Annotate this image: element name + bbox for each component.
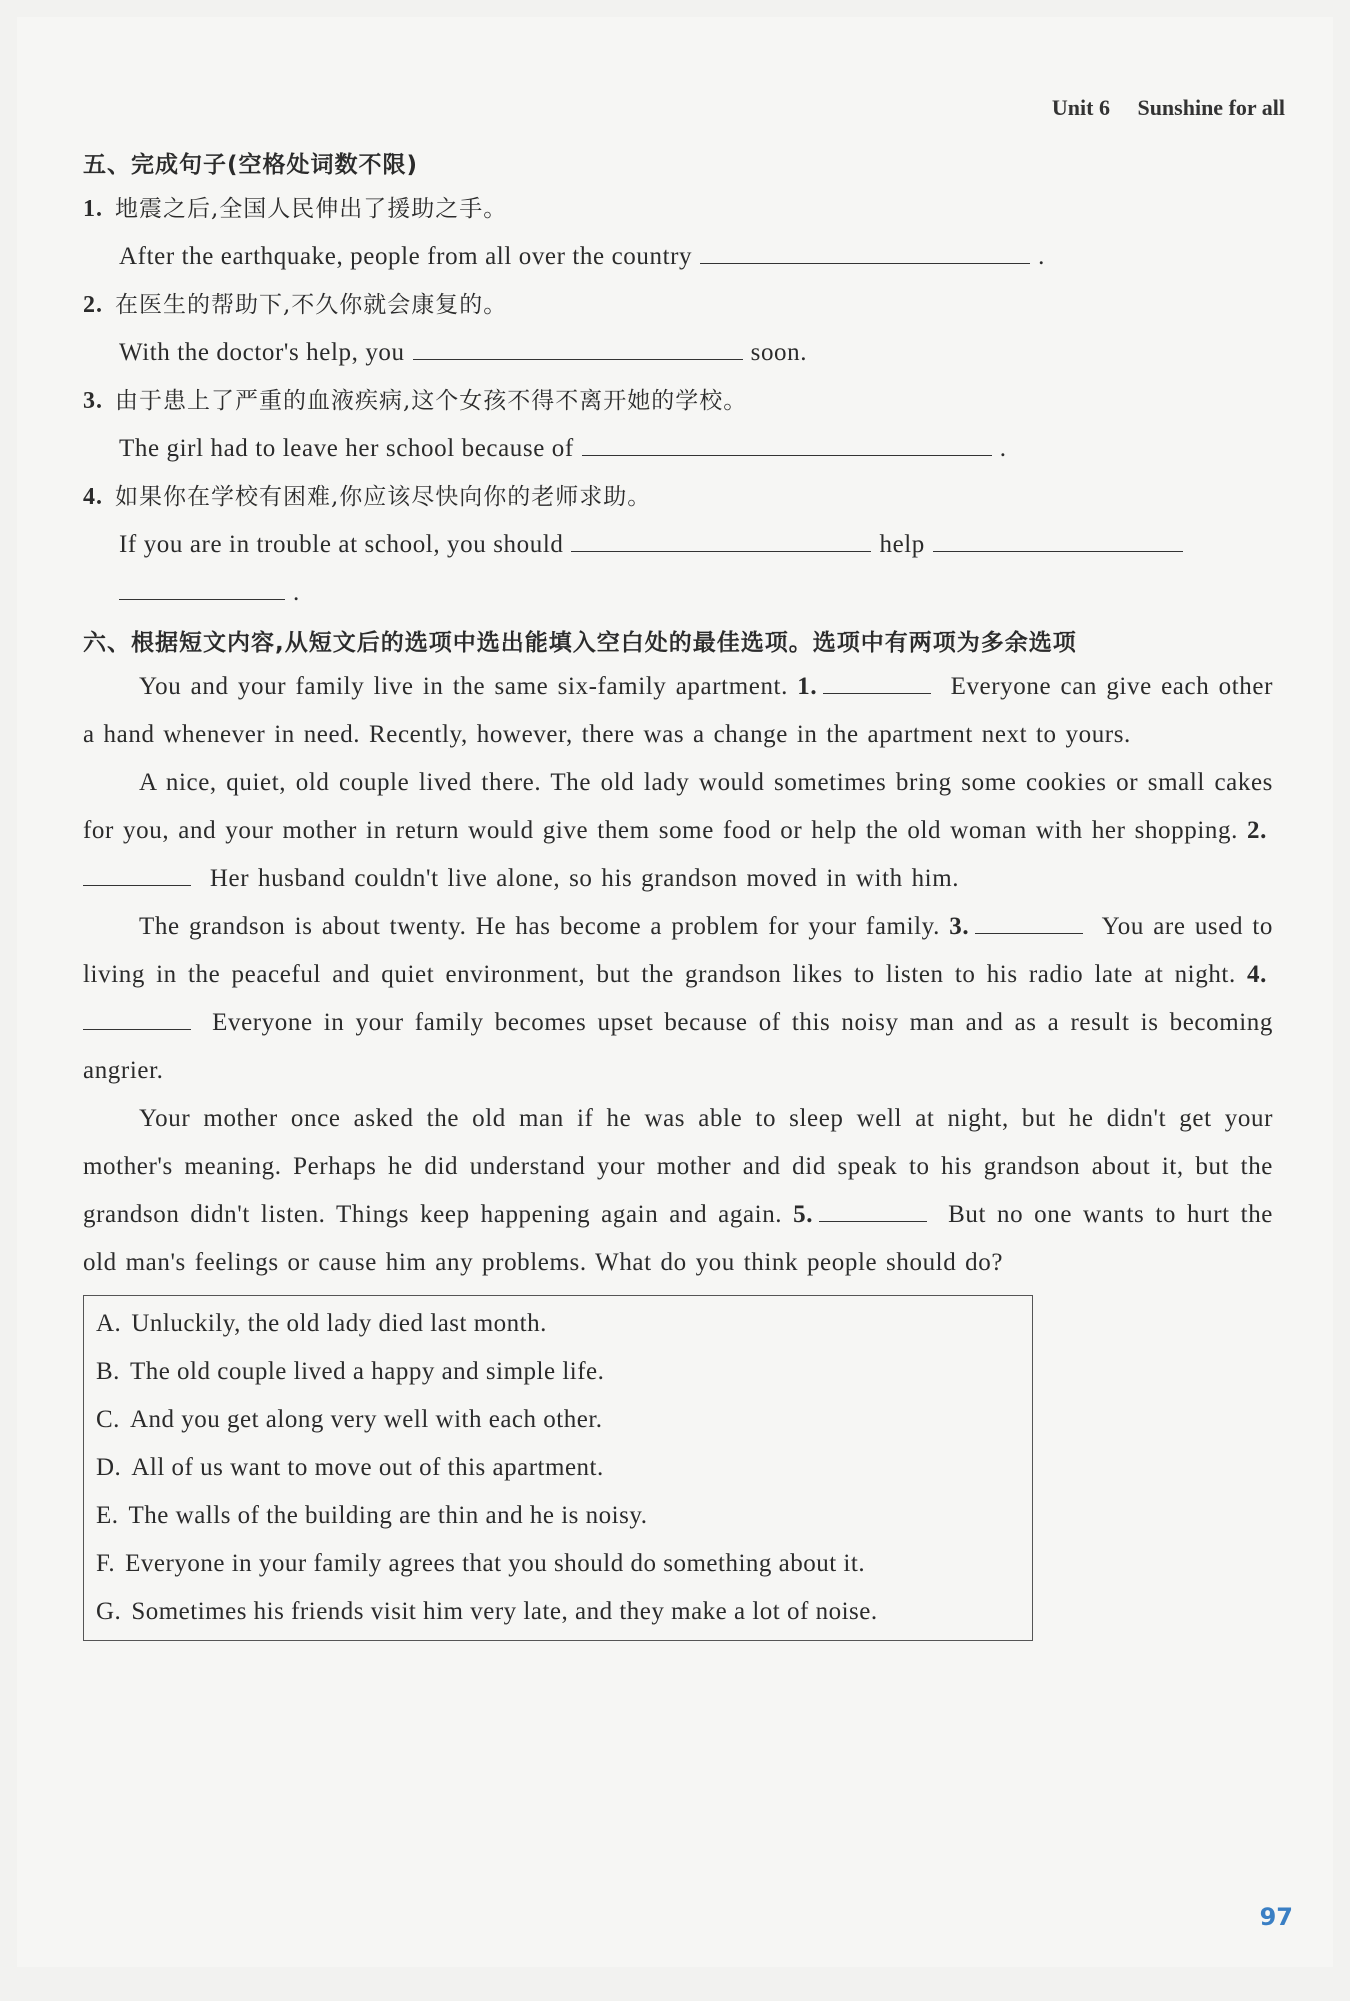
option-d: D. All of us want to move out of this apartment.: [96, 1454, 604, 1481]
unit-label: Unit 6: [1051, 95, 1110, 120]
option-a: A. Unluckily, the old lady died last month.: [96, 1310, 547, 1337]
answer-blank[interactable]: [119, 569, 285, 600]
question-chinese: 4. 如果你在学校有困难,你应该尽快向你的老师求助。: [83, 484, 652, 510]
blank-number: 2.: [1247, 817, 1267, 844]
passage-paragraph-3: The grandson is about twenty. He has become a problem for your family. 3. You are used to living in the peaceful and quiet environment, but the grandson likes to listen to his radio late at night. 4. Everyone in your family becomes upset because of this noisy man and as a result is becoming angrier.: [83, 903, 1273, 1095]
answer-blank-1[interactable]: [823, 667, 931, 694]
question-chinese: 3. 由于患上了严重的血液疾病,这个女孩不得不离开她的学校。: [83, 388, 748, 414]
answer-blank[interactable]: [413, 329, 743, 360]
blank-number: 3.: [949, 913, 970, 940]
option-e: E. The walls of the building are thin and he is noisy.: [96, 1502, 648, 1529]
question-1: [83, 185, 1273, 281]
answer-blank[interactable]: [582, 425, 992, 456]
page-number: 97: [1259, 1903, 1293, 1931]
answer-blank[interactable]: [700, 233, 1030, 264]
blank-number: 1.: [797, 673, 818, 700]
answer-blank[interactable]: [571, 521, 871, 552]
workbook-page: [17, 17, 1333, 1967]
question-number: 2.: [83, 292, 103, 318]
option-f: F. Everyone in your family agrees that you should do something about it.: [96, 1550, 866, 1577]
blank-number: 5.: [793, 1201, 814, 1228]
page-content: [83, 145, 1273, 1641]
section-5-title: 五、完成句子(空格处词数不限): [83, 152, 419, 178]
option-g: G. Sometimes his friends visit him very late, and they make a lot of noise.: [96, 1598, 878, 1625]
question-english: If you are in trouble at school, you should help: [83, 521, 1273, 569]
question-english: With the doctor's help, you soon.: [83, 329, 1273, 377]
answer-blank-2[interactable]: [83, 859, 191, 886]
section-6-title: 六、根据短文内容,从短文后的选项中选出能填入空白处的最佳选项。选项中有两项为多余选项: [83, 630, 1077, 656]
question-chinese: 2. 在医生的帮助下,不久你就会康复的。: [83, 292, 508, 318]
question-number: 1.: [83, 196, 103, 222]
question-english-continued: .: [83, 569, 1273, 617]
passage-paragraph-2: A nice, quiet, old couple lived there. The old lady would sometimes bring some cookies or small cakes for you, and your mother in return would give them some food or help the old woman with her shopping. 2. Her husband couldn't live alone, so his grandson moved in with him.: [83, 769, 1273, 892]
question-3: [83, 377, 1273, 473]
question-number: 3.: [83, 388, 103, 414]
answer-blank[interactable]: [933, 521, 1183, 552]
answer-blank-4[interactable]: [83, 1003, 191, 1030]
blank-number: 4.: [1247, 961, 1267, 988]
question-2: [83, 281, 1273, 377]
question-number: 4.: [83, 484, 103, 510]
page-header: [1052, 95, 1285, 121]
unit-title: Sunshine for all: [1137, 95, 1285, 120]
option-c: C. And you get along very well with each other.: [96, 1406, 603, 1433]
passage-paragraph-4: Your mother once asked the old man if he was able to sleep well at night, but he didn't get your mother's meaning. Perhaps he did understand your mother and did speak to his grandson about it, but the grandson didn't listen. Things keep happening again and again. 5. But no one wants to hurt the old man's feelings or cause him any problems. What do you think people should do?: [83, 1105, 1273, 1276]
question-4: [83, 473, 1273, 617]
passage-paragraph-1: You and your family live in the same six-family apartment. 1. Everyone can give each other a hand whenever in need. Recently, however, there was a change in the apartment next to yours.: [83, 663, 1273, 759]
option-b: B. The old couple lived a happy and simple life.: [96, 1358, 605, 1385]
answer-blank-5[interactable]: [819, 1195, 927, 1222]
question-english: The girl had to leave her school because of .: [83, 425, 1273, 473]
reading-passage: [83, 663, 1273, 1287]
question-chinese: 1. 地震之后,全国人民伸出了援助之手。: [83, 196, 508, 222]
answer-blank-3[interactable]: [975, 907, 1083, 934]
question-english: After the earthquake, people from all over the country .: [83, 233, 1273, 281]
options-box: [83, 1295, 1033, 1641]
